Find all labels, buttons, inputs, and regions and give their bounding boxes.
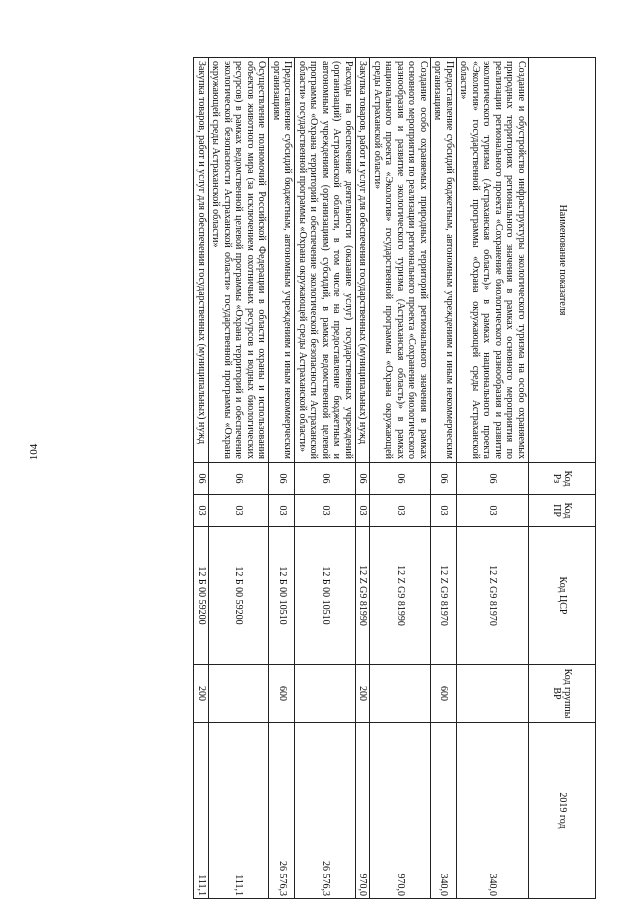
row-vr: 600 bbox=[431, 665, 457, 723]
header-csr: Код ЦСР bbox=[529, 527, 596, 665]
row-rz: 06 bbox=[356, 463, 371, 495]
row-year-value: 340,0 bbox=[457, 723, 529, 899]
row-year-value: 111,1 bbox=[209, 723, 270, 899]
header-rz: Код Рз bbox=[529, 463, 596, 495]
row-rz: 06 bbox=[209, 463, 270, 495]
row-csr: 12 Б 00 10510 bbox=[269, 527, 295, 665]
row-name: Создание особо охраняемых природных территорий регионального значения в рамках основного мероприятия по реализации регионального проекта «Сохранение биологического разнообразия и развитие экологического туризма (Астраханская область)» в рамках национального проекта «Экология» государственной программы «Охрана окружающей среды Астраханской области» bbox=[370, 58, 431, 463]
budget-table bbox=[194, 57, 597, 899]
row-year-value: 970,0 bbox=[370, 723, 431, 899]
row-rz: 06 bbox=[194, 463, 209, 495]
row-pr: 03 bbox=[269, 495, 295, 527]
row-name: Создание и обустройство инфраструктуры экологического туризма на особо охраняемых природных территориях регионального значения в рамках основного мероприятия по реализации регионального проекта «Сохранение биологического разнообразия и развитие экологического туризма (Астраханская область)» в рамках национального проекта «Экология» государственной программы «Охрана окружающей среды Астраханской области» bbox=[457, 58, 529, 463]
row-rz: 06 bbox=[457, 463, 529, 495]
row-vr: 200 bbox=[356, 665, 371, 723]
row-pr: 03 bbox=[356, 495, 371, 527]
table-row bbox=[370, 58, 431, 899]
row-rz: 06 bbox=[431, 463, 457, 495]
table-row bbox=[194, 58, 209, 899]
row-name: Осуществление полномочий Российской Федерации в области охраны и использования объектов животного мира (за исключением охотничьих ресурсов и водных биологических ресурсов) в рамках ведомственной целевой программы «Охрана территорий и обеспечение экологической безопасности Астраханской области» государственной программы «Охрана окружающей среды Астраханской области» bbox=[209, 58, 270, 463]
row-csr: 12 Z G9 81990 bbox=[370, 527, 431, 665]
row-vr bbox=[295, 665, 356, 723]
table-row bbox=[356, 58, 371, 899]
table-row bbox=[295, 58, 356, 899]
table-row bbox=[457, 58, 529, 899]
header-name: Наименование показателя bbox=[529, 58, 596, 463]
row-year-value: 340,0 bbox=[431, 723, 457, 899]
row-vr bbox=[209, 665, 270, 723]
row-name: Предоставление субсидий бюджетным, автономным учреждениям и иным некоммерческим организациям bbox=[269, 58, 295, 463]
row-csr: 12 Б 00 59200 bbox=[209, 527, 270, 665]
table-row bbox=[209, 58, 270, 899]
table-row bbox=[431, 58, 457, 899]
row-pr: 03 bbox=[209, 495, 270, 527]
row-pr: 03 bbox=[431, 495, 457, 527]
header-year: 2019 год bbox=[529, 723, 596, 899]
row-name: Закупка товаров, работ и услуг для обеспечения государственных (муниципальных) нужд bbox=[356, 58, 371, 463]
row-csr: 12 Z G9 81990 bbox=[356, 527, 371, 665]
row-vr: 200 bbox=[194, 665, 209, 723]
row-pr: 03 bbox=[370, 495, 431, 527]
row-pr: 03 bbox=[457, 495, 529, 527]
row-rz: 06 bbox=[269, 463, 295, 495]
table-header-row bbox=[529, 58, 596, 899]
row-vr bbox=[457, 665, 529, 723]
table-row bbox=[269, 58, 295, 899]
row-pr: 03 bbox=[194, 495, 209, 527]
page-number: 104 bbox=[28, 443, 40, 461]
row-pr: 03 bbox=[295, 495, 356, 527]
header-pr: Код ПР bbox=[529, 495, 596, 527]
row-name: Закупка товаров, работ и услуг для обеспечения государственных (муниципальных) нужд bbox=[194, 58, 209, 463]
row-year-value: 26 576,3 bbox=[269, 723, 295, 899]
row-rz: 06 bbox=[295, 463, 356, 495]
header-vr: Код группы ВР bbox=[529, 665, 596, 723]
row-name: Расходы на обеспечение деятельности (оказание услуг) государственных учреждений (организаций) Астраханской области, в том числе на предоставление бюджетным и автономным учреждениям (организациям) субсидий, в рамках ведомственной целевой программы «Охрана территорий и обеспечение экологической безопасности Астраханской области» государственной программы «Охрана окружающей среды Астраханской области» bbox=[295, 58, 356, 463]
rotated-table-frame bbox=[126, 57, 596, 898]
row-rz: 06 bbox=[370, 463, 431, 495]
row-csr: 12 Z G9 81970 bbox=[431, 527, 457, 665]
row-vr bbox=[370, 665, 431, 723]
row-csr: 12 Z G9 81970 bbox=[457, 527, 529, 665]
row-year-value: 111,1 bbox=[194, 723, 209, 899]
row-csr: 12 Б 00 10510 bbox=[295, 527, 356, 665]
row-year-value: 970,0 bbox=[356, 723, 371, 899]
row-name: Предоставление субсидий бюджетным, автономным учреждениям и иным некоммерческим организациям bbox=[431, 58, 457, 463]
row-vr: 600 bbox=[269, 665, 295, 723]
row-year-value: 26 576,3 bbox=[295, 723, 356, 899]
row-csr: 12 Б 00 59200 bbox=[194, 527, 209, 665]
